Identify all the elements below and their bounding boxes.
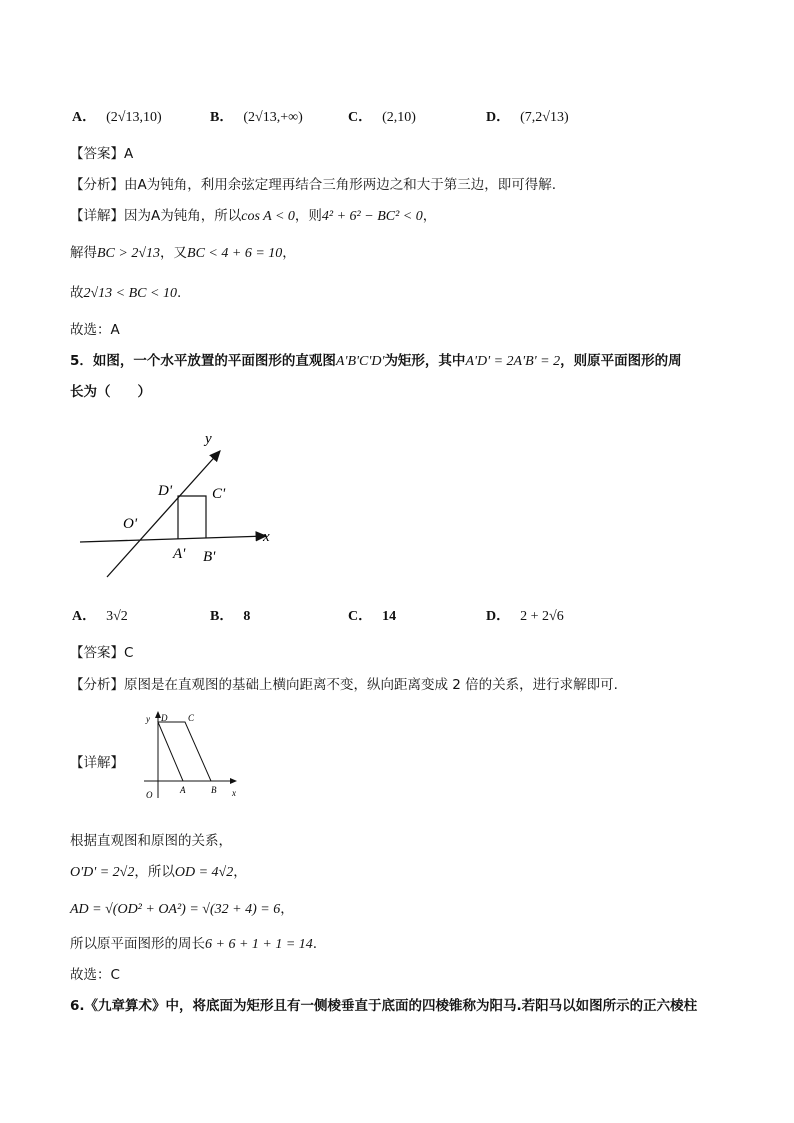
label-o: O <box>146 790 153 800</box>
q6-stem: 6.《九章算术》中，将底面为矩形且有一侧棱垂直于底面的四棱锥称为阳马.若阳马以如图所示的正六棱柱 <box>70 998 698 1014</box>
label-x: x <box>263 529 270 545</box>
label-y: y <box>146 714 150 724</box>
x-axis <box>80 536 266 542</box>
q5-choose: 故选：C <box>70 967 120 983</box>
label-a-prime: A' <box>173 546 186 562</box>
label-c: C <box>188 713 195 723</box>
q5-detail-line-2: AD = √(OD² + OA²) = √(32 + 4) = 6， <box>70 901 294 917</box>
q5-option-a: A． 3√2 <box>72 609 128 624</box>
q4-option-c: C． (2,10) <box>348 110 416 125</box>
q4-detail-line-1: 【详解】因为A为钝角，所以cos A < 0，则4² + 6² − BC² < 0， <box>70 208 437 224</box>
q4-answer: 【答案】A <box>70 146 134 162</box>
q5-option-d: D． 2 + 2√6 <box>486 609 564 624</box>
q5-original-figure <box>140 706 250 812</box>
q5-option-b: B． 8 <box>210 609 251 624</box>
label-d: D <box>161 713 168 723</box>
q4-choose: 故选：A <box>70 322 120 338</box>
q4-option-a: A． (2√13,10) <box>72 110 162 125</box>
q5-detail-tag: 【详解】 <box>70 755 124 771</box>
answer-tag: 【答案】 <box>70 645 124 661</box>
label-x: x <box>232 788 236 798</box>
label-a: A <box>180 785 186 795</box>
detail-tag: 【详解】 <box>70 208 124 224</box>
analysis-tag: 【分析】 <box>70 177 124 193</box>
q5-detail-line-1: O'D' = 2√2，所以OD = 4√2， <box>70 864 247 880</box>
label-o-prime: O' <box>123 516 138 532</box>
analysis-tag: 【分析】 <box>70 677 124 693</box>
q5-stem-line-1: 5．如图，一个水平放置的平面图形的直观图A'B'C'D'为矩形，其中A'D' = 2A'B' = 2，则原平面图形的周 <box>70 353 682 369</box>
rectangle-abcd <box>178 496 206 539</box>
label-d-prime: D' <box>158 483 173 499</box>
parallelogram-abcd <box>158 722 211 781</box>
q5-analysis: 【分析】原图是在直观图的基础上横向距离不变，纵向距离变成 2 倍的关系，进行求解即可. <box>70 677 618 693</box>
q4-option-b: B． (2√13,+∞) <box>210 110 303 125</box>
q4-detail-line-2: 解得BC > 2√13，又BC < 4 + 6 = 10， <box>70 245 296 261</box>
label-b: B <box>211 785 217 795</box>
q5-oblique-figure <box>70 425 300 585</box>
q4-detail-line-3: 故2√13 < BC < 10. <box>70 285 182 301</box>
q4-analysis: 【分析】由A为钝角，利用余弦定理再结合三角形两边之和大于第三边，即可得解. <box>70 177 557 193</box>
q5-stem-line-2: 长为（ ） <box>70 384 151 400</box>
label-y: y <box>205 431 212 447</box>
answer-tag: 【答案】 <box>70 146 124 162</box>
label-c-prime: C' <box>212 486 226 502</box>
label-b-prime: B' <box>203 549 216 565</box>
q5-relation: 根据直观图和原图的关系， <box>70 833 232 849</box>
q5-option-c: C． 14 <box>348 609 397 624</box>
q5-detail-line-3: 所以原平面图形的周长6 + 6 + 1 + 1 = 14. <box>70 936 318 952</box>
q5-answer: 【答案】C <box>70 645 134 661</box>
q4-option-d: D． (7,2√13) <box>486 110 569 125</box>
